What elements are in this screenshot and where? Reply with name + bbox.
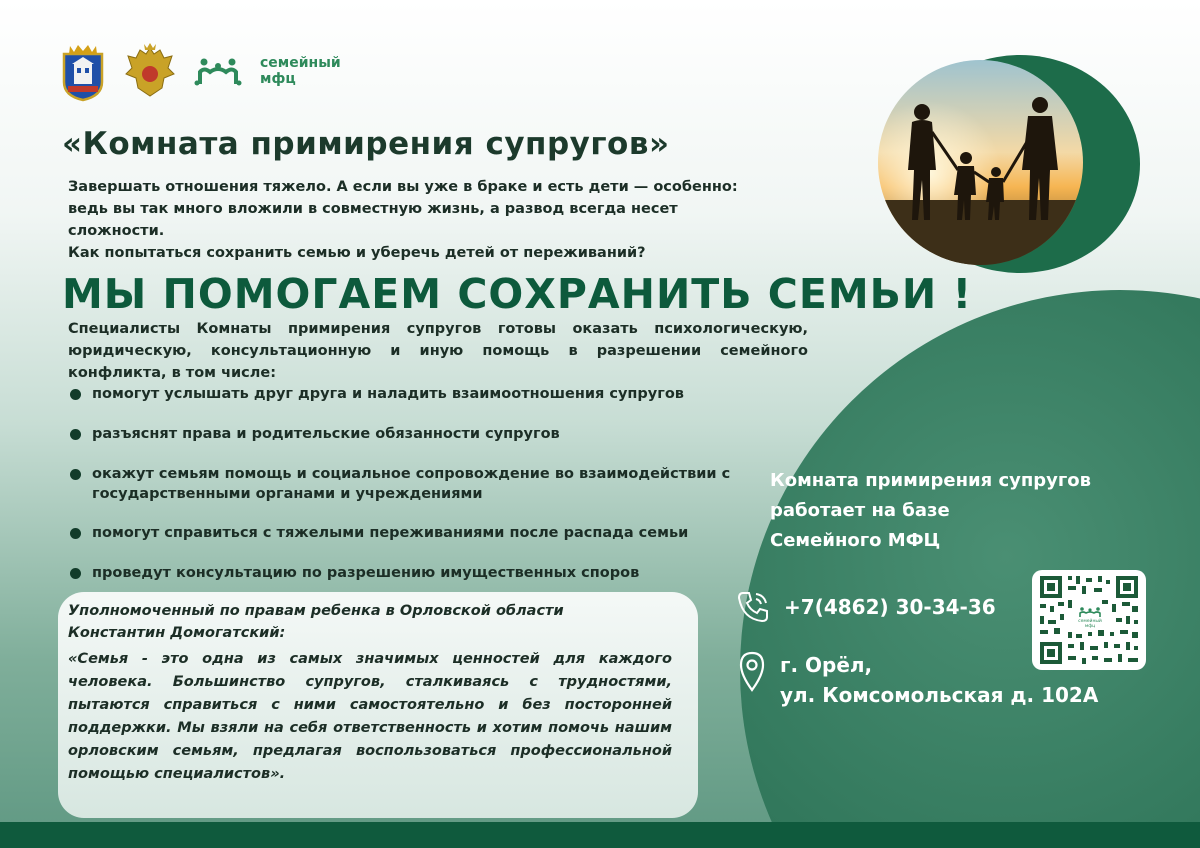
info-block bbox=[770, 466, 1170, 556]
oryol-coat-of-arms-icon bbox=[60, 40, 106, 102]
list-item-text: помогут услышать друг друга и наладить взаимоотношения супругов bbox=[92, 386, 684, 402]
quote-author-title: Уполномоченный по правам ребенка в Орловской области bbox=[68, 603, 564, 619]
info-line3: Семейного МФЦ bbox=[770, 530, 941, 551]
address-line1: г. Орёл, bbox=[780, 653, 873, 677]
mfc-logo-text bbox=[260, 55, 341, 87]
location-pin-icon bbox=[738, 650, 766, 694]
list-item bbox=[68, 424, 748, 444]
bullet-dot-icon bbox=[70, 429, 81, 440]
bottom-bar bbox=[0, 822, 1200, 848]
list-item bbox=[68, 563, 748, 583]
qr-code-icon bbox=[1032, 570, 1146, 670]
list-item bbox=[68, 384, 748, 404]
intro-text bbox=[68, 176, 748, 264]
list-item-text: разъяснят права и родительские обязанности супругов bbox=[92, 426, 560, 442]
page-title: «Комната примирения супругов» bbox=[62, 126, 670, 162]
phone-icon bbox=[734, 588, 772, 626]
decorative-green-circle bbox=[740, 290, 1200, 848]
russian-eagle-emblem-icon bbox=[124, 40, 176, 102]
address-line2: ул. Комсомольская д. 102А bbox=[780, 683, 1099, 707]
intro-line2: Как попытаться сохранить семью и уберечь детей от переживаний? bbox=[68, 245, 646, 261]
quote-author-name: Константин Домогатский: bbox=[68, 625, 286, 641]
mfc-logo-line2: мфц bbox=[260, 71, 296, 87]
list-item-text: помогут справиться с тяжелыми переживаниями после распада семьи bbox=[92, 525, 689, 541]
intro-line1: Завершать отношения тяжело. А если вы уже в браке и есть дети — особенно: ведь вы так много вложили в совместную жизнь, а развод всегда несет сложности. bbox=[68, 179, 738, 239]
bullet-dot-icon bbox=[70, 469, 81, 480]
phone-row bbox=[734, 588, 996, 626]
list-item-text: проведут консультацию по разрешению имущественных споров bbox=[92, 565, 640, 581]
lead-text: Специалисты Комнаты примирения супругов готовы оказать психологическую, юридическую, консультационную и иную помощь в разрешении семейного конфликта, в том числе: bbox=[68, 321, 808, 381]
bullet-dot-icon bbox=[70, 528, 81, 539]
family-silhouette-image bbox=[878, 60, 1083, 265]
headline: МЫ ПОМОГАЕМ СОХРАНИТЬ СЕМЬИ ! bbox=[62, 270, 973, 318]
services-list bbox=[68, 384, 748, 583]
quote-text: «Семья - это одна из самых значимых ценностей для каждого человека. Большинство супругов, сталкиваясь с трудностями, пытаются справиться с ними самостоятельно и без посторонней поддержки. Мы взяли на себя ответственность и хотим помочь нашим орловским семьям, предлагая воспользоваться профессиональной помощью специалистов». bbox=[68, 651, 672, 782]
family-photo bbox=[878, 60, 1083, 265]
qr-caption-line1: семейный bbox=[1078, 619, 1102, 624]
mfc-logo-line1: семейный bbox=[260, 55, 341, 71]
family-mfc-logo-icon bbox=[194, 56, 242, 86]
bullet-dot-icon bbox=[70, 389, 81, 400]
info-line1: Комната примирения супругов bbox=[770, 470, 1092, 491]
phone-number[interactable]: +7(4862) 30-34-36 bbox=[784, 595, 996, 619]
list-item bbox=[68, 464, 748, 504]
list-item-text: окажут семьям помощь и социальное сопровождение во взаимодействии с государственными органами и учреждениями bbox=[92, 466, 731, 502]
logo-row bbox=[60, 40, 341, 102]
list-item bbox=[68, 523, 748, 543]
qr-caption-line2: мфц bbox=[1084, 624, 1096, 629]
quote-author bbox=[68, 600, 688, 644]
qr-code[interactable] bbox=[1032, 570, 1146, 670]
info-line2: работает на базе bbox=[770, 500, 950, 521]
bullet-dot-icon bbox=[70, 568, 81, 579]
